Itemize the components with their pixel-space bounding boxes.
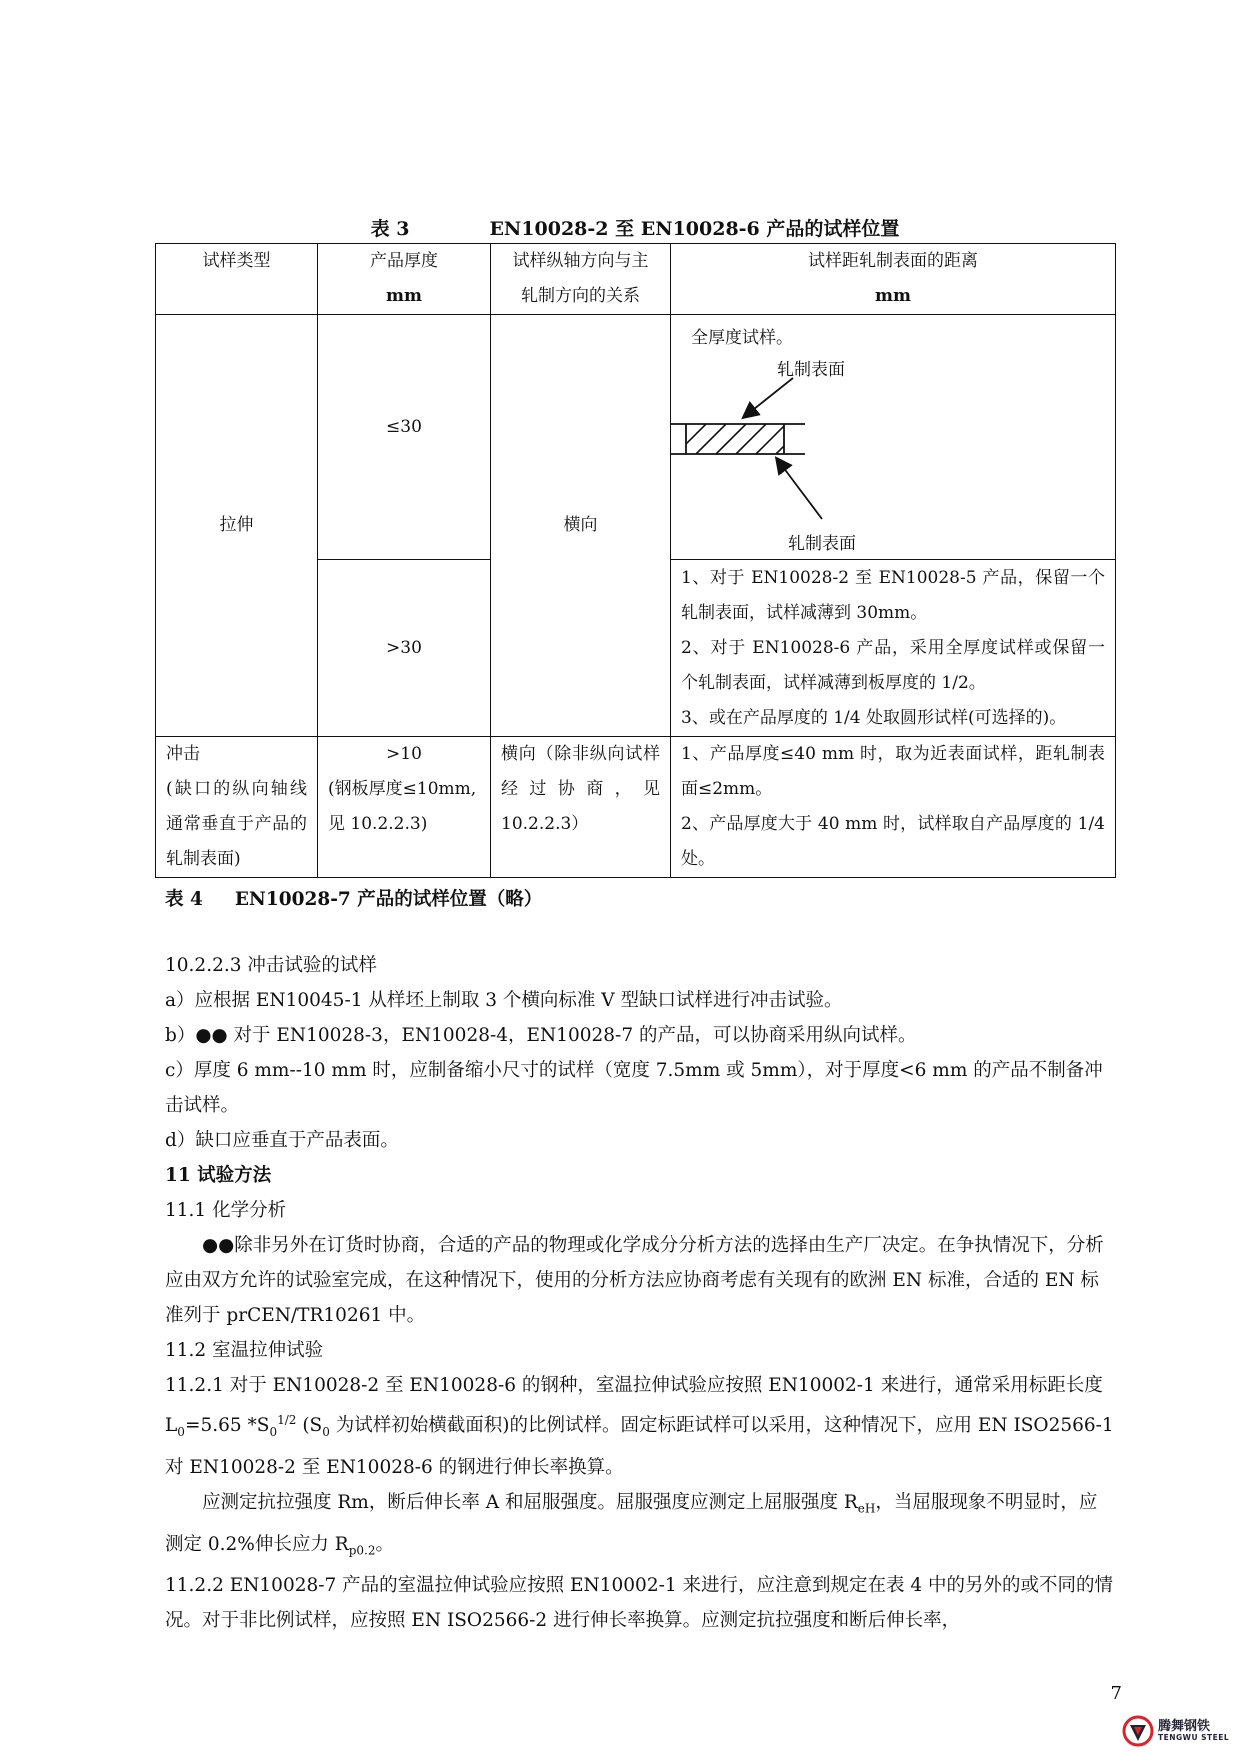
rolled-surface-label-top: 轧制表面 [777,360,845,380]
table-3-title: EN10028-2 至 EN10028-6 产品的试样位置 [489,218,900,240]
tensile-type-cell: 拉伸 [156,315,318,737]
section-1121-paragraph: 11.2.1 对于 EN10028-2 至 EN10028-6 的钢种，室温拉伸试验应按照 EN10002-1 来进行，通常采用标距长度 $L_0=5.65$ $*S_0^{1/2}$ ($S_0$ 为试样初始横截面积)的比例试样。固定标距试样可以采用，这种情况下，应用 EN ISO2566-1 对 EN10028-2 至 EN10028-6 的钢进行伸长率换算。 [165,1375,1114,1478]
impact-type-cell: 冲击 (缺口的纵向轴线通常垂直于产品的轧制表面) [156,737,318,878]
tensile-row-thin [156,315,1116,560]
section-111-title: 11.1 化学分析 [165,1200,287,1221]
impact-thickness-cell: >10 (钢板厚度≤10mm,见 10.2.2.3) [318,737,491,878]
header-sample-type: 试样类型 [156,244,318,315]
section-112-title: 11.2 室温拉伸试验 [165,1340,324,1361]
section-10223-item-d: d）缺口应垂直于产品表面。 [165,1130,399,1151]
tensile-thickness-thick: >30 [318,560,491,737]
section-1122-paragraph: 11.2.2 EN10028-7 产品的室温拉伸试验应按照 EN10002-1 来进行，应注意到规定在表 4 中的另外的或不同的情况。对于非比例试样，应按照 EN ISO2566-2 进行伸长率换算。应测定抗拉强度和断后伸长率， [165,1575,1114,1632]
brand-logo-icon [1122,1715,1154,1747]
rolled-surface-label-bottom: 轧制表面 [788,534,856,554]
full-thickness-diagram-cell [671,315,1116,560]
section-10223-title: 10.2.2.3 冲击试验的试样 [165,955,377,976]
hatched-sample [676,424,806,454]
table-3-number: 表 3 [370,218,410,240]
tensile-thickness-thin: ≤30 [318,315,491,560]
full-thickness-note: 全厚度试样。 [691,328,793,348]
section-10223-item-b: b）●● 对于 EN10028-3，EN10028-4，EN10028-7 的产品，可以协商采用纵向试样。 [165,1025,917,1046]
brand-logo [1122,1713,1234,1749]
sample-position-table [155,243,1116,878]
impact-row [156,737,1116,878]
header-thickness: 产品厚度 mm [318,244,491,315]
arrow-bottom [777,459,822,519]
table-4-title: EN10028-7 产品的试样位置（略） [234,889,543,910]
table-header-row [156,244,1116,315]
tensile-direction-cell: 横向 [491,315,671,737]
section-10223-item-a: a）应根据 EN10045-1 从样坯上制取 3 个横向标准 V 型缺口试样进行冲击试验。 [165,990,843,1011]
impact-notes-cell: 1、产品厚度≤40 mm 时，取为近表面试样，距轧制表面≤2mm。 2、产品厚度大于 40 mm 时，试样取自产品厚度的 1/4 处。 [671,737,1116,878]
tensile-thick-notes: 1、对于 EN10028-2 至 EN10028-5 产品，保留一个轧制表面，试样减薄到 30mm。 2、对于 EN10028-6 产品，采用全厚度试样或保留一个轧制表面，试样减薄到板厚度的 1/2。 3、或在产品厚度的 1/4 处取圆形试样(可选择的)。 [671,560,1116,737]
header-relation: 试样纵轴方向与主 轧制方向的关系 [491,244,671,315]
brand-name-cn: 腾舞钢铁 [1158,1719,1211,1734]
impact-direction-cell: 横向（除非纵向试样经过协商，见 10.2.2.3） [491,737,671,878]
section-10223-item-c: c）厚度 6 mm--10 mm 时，应制备缩小尺寸的试样（宽度 7.5mm 或 5mm），对于厚度<6 mm 的产品不制备冲击试样。 [165,1060,1103,1116]
table-3-caption [155,214,1115,241]
section-111-paragraph: ●●除非另外在订货时协商，合适的产品的物理或化学成分分析方法的选择由生产厂决定。在争执情况下，分析应由双方允许的试验室完成，在这种情况下，使用的分析方法应协商考虑有关现有的欧洲 EN 标准，合适的 EN 标准列于 prCEN/TR10261 中。 [165,1235,1104,1326]
page-number: 7 [1110,1683,1122,1704]
sample-cross-section-diagram [671,315,1116,559]
table-4-number: 表 4 [165,889,203,910]
section-11-title: 11 试验方法 [165,1165,272,1186]
arrow-top [744,378,793,417]
brand-name-en: TENGWU STEEL [1158,1733,1230,1742]
header-distance: 试样距轧制表面的距离 mm [671,244,1116,315]
body-text [165,948,1115,1638]
section-1121-paragraph-2: 应测定抗拉强度 Rm，断后伸长率 A 和屈服强度。屈服强度应测定上屈服强度 $R_{eH}$，当屈服现象不明显时，应测定 0.2%伸长应力 $R_{p0.2}$。 [165,1491,1098,1558]
table-4-caption [165,885,542,911]
